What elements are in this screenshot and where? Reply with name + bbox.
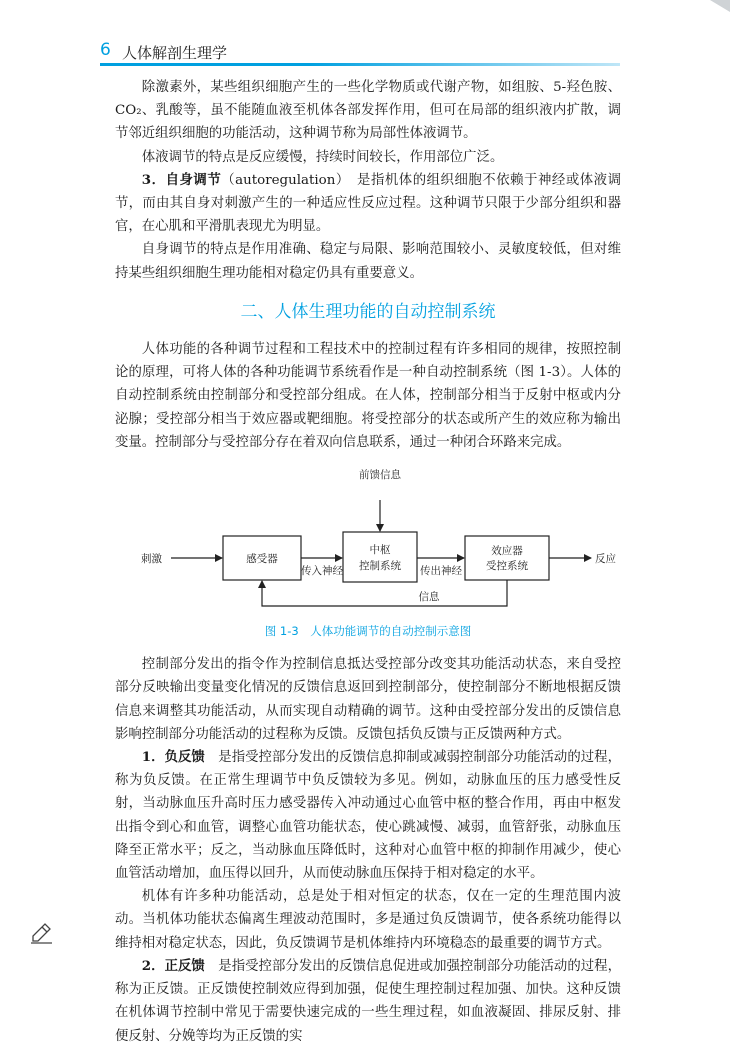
autoregulation-text: （autoregulation） 是指机体的组织细胞不依赖于神经或体液调节，而由其自身对刺激产生的一种适应性反应过程。这种调节只限于少部分组织和器官，在心肌和平滑肌表现尤为明显。: [115, 172, 621, 235]
pencil-icon: [30, 920, 54, 944]
paragraph-autoregulation-features: 自身调节的特点是作用准确、稳定与局限、影响范围较小、灵敏度较低，但对维持某些组织细胞生理功能相对稳定仍具有重要意义。: [115, 242, 621, 281]
section-heading: 二、人体生理功能的自动控制系统: [240, 301, 496, 322]
efferent-label: 传出神经: [420, 565, 462, 578]
paragraph-feedback-definition: 控制部分发出的指令作为控制信息抵达受控部分改变其功能活动状态，来自受控部分反映输出变量变化情况的反馈信息返回到控制部分，使控制部分不断地根据反馈信息来调整其功能活动，从而实现自动精确的调节。这种由受控部分发出的反馈信息影响控制部分功能活动的过程称为反馈。反馈包括负反馈与正反馈两种方式。: [115, 657, 621, 742]
page-content: [115, 76, 621, 1048]
receptor-label: 感受器: [246, 553, 278, 566]
paragraph-local-humoral: 除激素外，某些组织细胞产生的一些化学物质或代谢产物，如组胺、5-羟色胺、CO₂、乳酸等，虽不能随血液至机体各部发挥作用，但可在局部的组织液内扩散，调节邻近组织细胞的功能活动，这种调节称为局部性体液调节。: [115, 80, 621, 142]
header-rule: [100, 63, 620, 66]
feedforward-label: 前馈信息: [359, 469, 401, 482]
paragraph-homeostasis: 机体有许多种功能活动，总是处于相对恒定的状态，仅在一定的生理范围内波动。当机体功能状态偏离生理波动范围时，多是通过负反馈调节，使各系统功能得以维持相对稳定状态，因此，负反馈调节是机体维持内环境稳态的最重要的调节方式。: [115, 889, 621, 951]
afferent-label: 传入神经: [301, 565, 343, 578]
autoregulation-term: 3．自身调节: [141, 171, 222, 188]
paragraph-humoral-features: 体液调节的特点是反应缓慢，持续时间较长，作用部位广泛。: [141, 149, 504, 165]
center-box: [343, 532, 417, 582]
effector-box: [465, 536, 549, 580]
effector-label-2: 受控系统: [486, 560, 528, 573]
negative-feedback-text: 是指受控部分发出的反馈信息抑制或减弱控制部分功能活动的过程，称为负反馈。在正常生理调节中负反馈较为多见。例如，动脉血压的压力感受性反射，当动脉血压升高时压力感受器传入冲动通过心血管中枢的整合作用，再由中枢发出指令到心和血管，调整心血管功能状态，使心跳减慢、减弱，血管舒张，动脉血压降至正常水平；反之，当动脉血压降低时，这种对心血管中枢的抑制作用减少，使心血管活动增加，血压得以回升，从而使动脉血压保持于相对稳定的水平。: [115, 750, 621, 882]
paragraph-control-intro: 人体功能的各种调节过程和工程技术中的控制过程有许多相同的规律，按照控制论的原理，可将人体的各种功能调节系统看作是一种自动控制系统（图 1-3）。人体的自动控制系统由控制部分和受控部分组成。在人体，控制部分相当于反射中枢或内分泌腺；受控部分相当于效应器或靶细胞。将受控部分的状态或所产生的效应称为输出变量。控制部分与受控部分存在着双向信息联系，通过一种闭合环路来完成。: [115, 342, 621, 450]
stimulus-label: 刺激: [141, 553, 162, 566]
control-system-diagram: [115, 460, 621, 616]
center-label-1: 中枢: [369, 544, 391, 557]
positive-feedback-text: 是指受控部分发出的反馈信息促进或加强控制部分功能活动的过程，称为正反馈。正反馈使控制效应得到加强，促使生理控制过程加强、加快。这种反馈在机体调节控制中常见于需要快速完成的一些生理过程，如血液凝固、排尿反射、排便反射、分娩等均为正反馈的实: [115, 958, 621, 1044]
figure-caption: 图 1-3 人体功能调节的自动控制示意图: [264, 624, 472, 639]
center-label-2: 控制系统: [359, 560, 401, 573]
page-number: 6: [100, 40, 111, 60]
response-label: 反应: [595, 553, 616, 566]
paragraph-positive-feedback: [115, 955, 621, 1048]
diagram-svg: [115, 460, 621, 616]
positive-feedback-term: 2．正反馈: [141, 957, 205, 974]
paragraph-autoregulation: [115, 169, 621, 239]
feedback-label: 信息: [418, 591, 440, 604]
book-title: 人体解剖生理学: [122, 44, 228, 62]
negative-feedback-term: 1．负反馈: [141, 749, 205, 766]
page-corner-decoration: [710, 0, 730, 12]
effector-label-1: 效应器: [491, 545, 523, 558]
page-header: [100, 40, 620, 66]
feedback-arrow: [262, 580, 507, 606]
paragraph-negative-feedback: [115, 746, 621, 885]
